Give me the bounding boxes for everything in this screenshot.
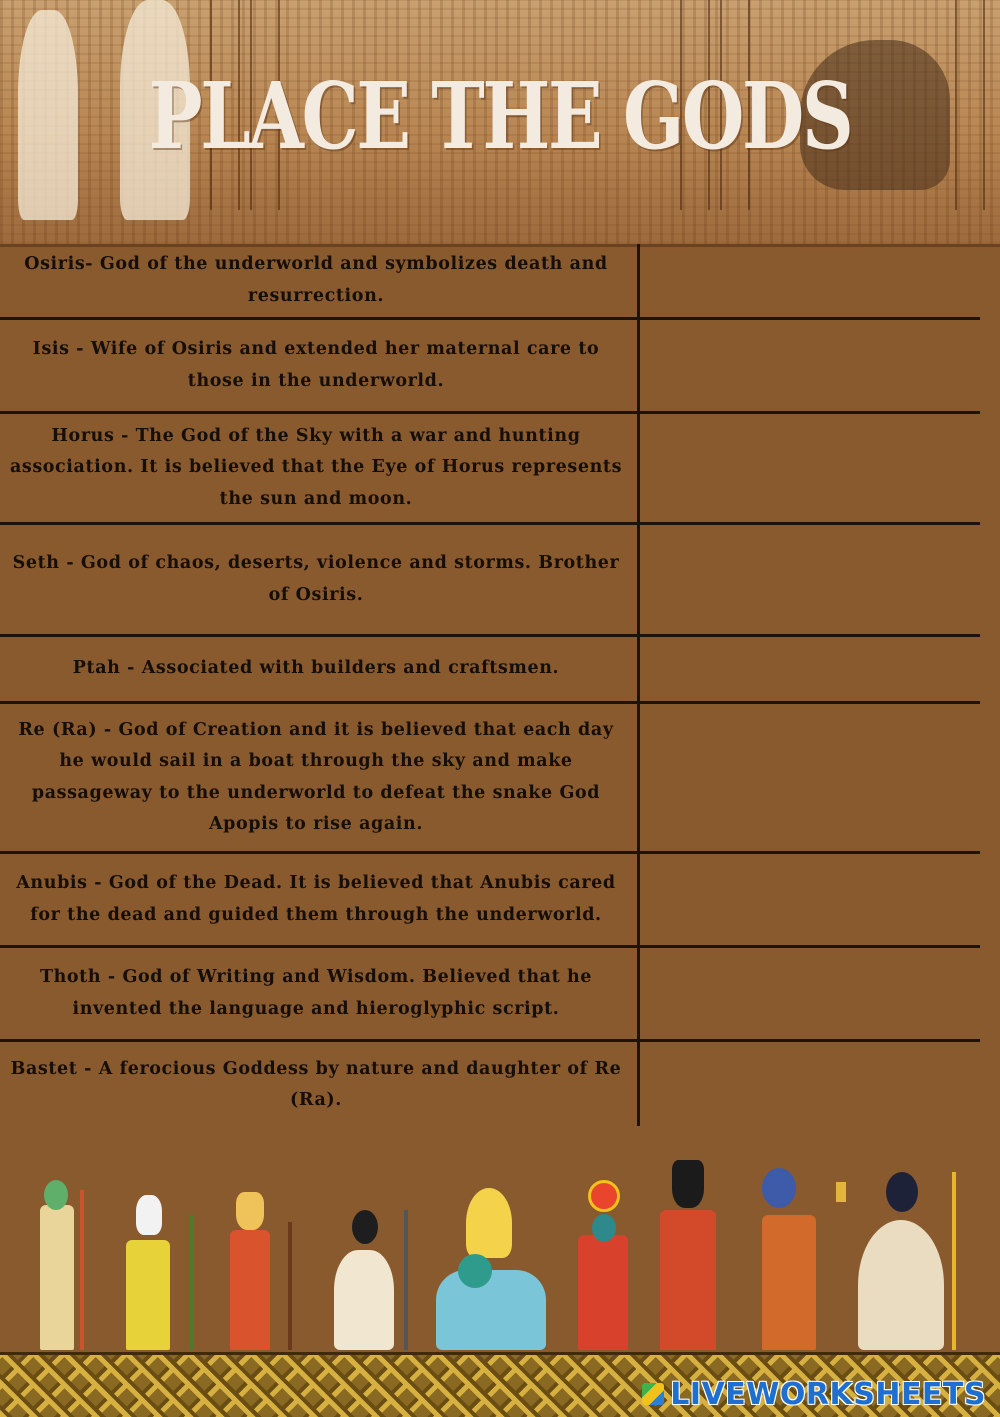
god-description-osiris: Osiris- God of the underworld and symbolizes death and resurrection.	[24, 254, 608, 306]
ankh-icon	[836, 1182, 846, 1202]
god-head	[236, 1192, 264, 1230]
table-row	[0, 704, 980, 854]
god-card-osiris-seated[interactable]	[426, 1188, 554, 1350]
answer-drop-zone[interactable]	[640, 244, 980, 317]
staff-icon	[952, 1172, 956, 1350]
god-head	[136, 1195, 162, 1235]
staff-icon	[288, 1222, 292, 1350]
table-row	[0, 854, 980, 948]
god-description-anubis: Anubis - God of the Dead. It is believed that Anubis cared for the dead and guided them through the underworld.	[16, 873, 616, 925]
god-card-thoth[interactable]	[752, 1168, 848, 1350]
papyrus-header	[0, 0, 1000, 247]
answer-drop-zone[interactable]	[640, 948, 980, 1039]
liveworksheets-logo[interactable]	[642, 1376, 986, 1412]
god-head	[592, 1214, 616, 1242]
answer-drop-zone[interactable]	[640, 414, 980, 522]
staff-icon	[404, 1210, 408, 1350]
god-card-re[interactable]	[570, 1180, 636, 1350]
god-body	[40, 1205, 74, 1350]
god-card-anubis[interactable]	[652, 1160, 724, 1350]
cat-head-icon	[886, 1172, 918, 1212]
table-row	[0, 414, 980, 525]
god-body	[230, 1230, 270, 1350]
god-card-osiris[interactable]	[36, 1180, 86, 1350]
column-divider	[637, 244, 640, 1126]
answer-drop-zone[interactable]	[640, 1042, 980, 1128]
god-head	[352, 1210, 378, 1244]
god-body	[660, 1210, 716, 1350]
god-description-seth: Seth - God of chaos, deserts, violence and storms. Brother of Osiris.	[12, 553, 620, 605]
decorative-knot-border	[0, 1352, 1000, 1417]
answer-drop-zone[interactable]	[640, 704, 980, 851]
liveworksheets-badge-icon	[642, 1383, 664, 1405]
page-title: PLACE THE GODS	[148, 62, 852, 170]
table-row	[0, 1042, 980, 1128]
answer-drop-zone[interactable]	[640, 320, 980, 411]
table-row	[0, 948, 980, 1042]
god-description-re: Re (Ra) - God of Creation and it is believed that each day he would sail in a boat through the sky and make passageway to the underworld to defeat the snake God Apopis to rise again.	[18, 719, 614, 834]
god-body	[858, 1220, 944, 1350]
god-body	[578, 1235, 628, 1350]
papyrus-figure-left	[18, 10, 78, 220]
table-row	[0, 244, 980, 320]
sun-disk-icon	[588, 1180, 620, 1212]
table-row	[0, 525, 980, 637]
god-body	[436, 1270, 546, 1350]
god-body	[334, 1250, 394, 1350]
jackal-head-icon	[672, 1160, 704, 1208]
god-description-thoth: Thoth - God of Writing and Wisdom. Believed that he invented the language and hieroglyphic script.	[39, 967, 593, 1019]
ibis-head-icon	[762, 1168, 796, 1208]
god-body	[762, 1215, 816, 1350]
god-description-isis: Isis - Wife of Osiris and extended her maternal care to those in the underworld.	[32, 339, 600, 391]
god-head	[466, 1188, 512, 1258]
answer-drop-zone[interactable]	[640, 525, 980, 634]
god-card-seth[interactable]	[126, 1195, 198, 1350]
god-description-ptah: Ptah - Associated with builders and craftsmen.	[72, 658, 560, 679]
answer-drop-zone[interactable]	[640, 637, 980, 701]
answer-drop-zone[interactable]	[640, 854, 980, 945]
god-card-bastet[interactable]	[856, 1172, 968, 1350]
god-body	[126, 1240, 170, 1350]
gods-table	[0, 244, 980, 1128]
hieroglyph-column	[955, 0, 985, 210]
god-card-horus[interactable]	[230, 1192, 296, 1350]
god-face	[458, 1254, 492, 1288]
brand-label: LIVEWORKSHEETS	[670, 1376, 986, 1412]
god-card-isis[interactable]	[330, 1210, 412, 1350]
staff-icon	[190, 1215, 194, 1350]
table-row	[0, 637, 980, 704]
god-description-horus: Horus - The God of the Sky with a war and hunting association. It is believed that the Eye of Horus represents the sun and moon.	[9, 425, 623, 509]
god-description-bastet: Bastet - A ferocious Goddess by nature and daughter of Re (Ra).	[10, 1058, 622, 1110]
god-head	[44, 1180, 68, 1210]
staff-icon	[80, 1190, 84, 1350]
table-row	[0, 320, 980, 414]
gods-figures-strip	[0, 1150, 1000, 1350]
